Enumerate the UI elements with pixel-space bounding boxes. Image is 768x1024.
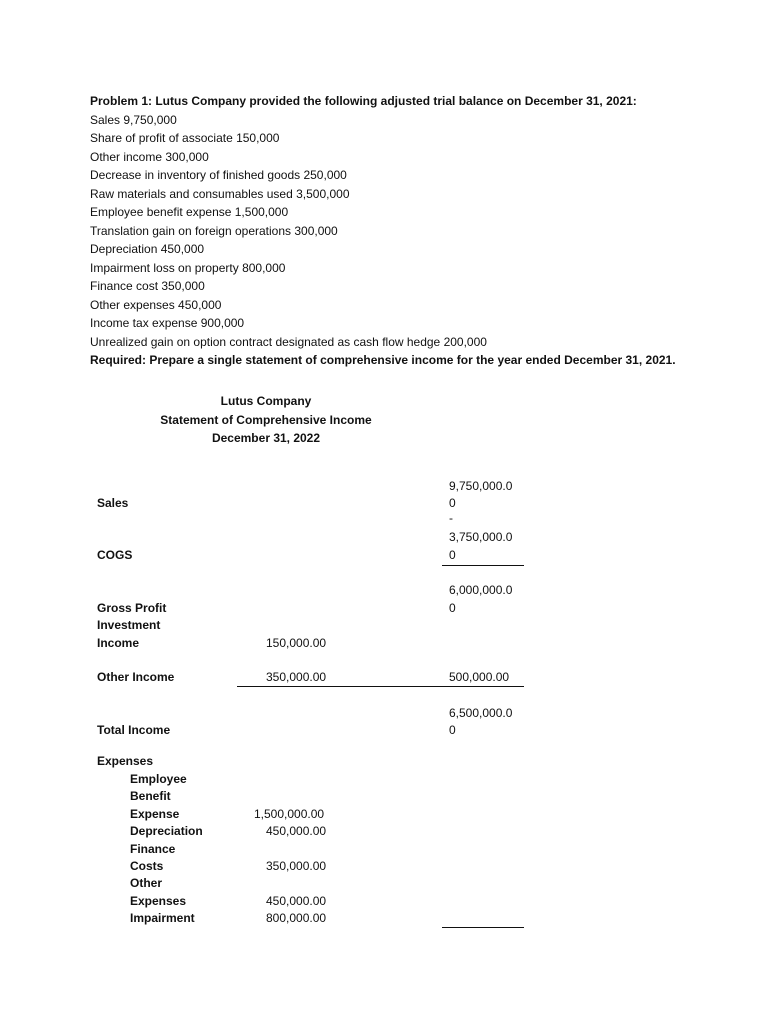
total-income-amount-line1: 6,500,000.0 xyxy=(449,706,513,720)
trial-balance-item: Other expenses 450,000 xyxy=(90,297,222,312)
gross-profit-label: Gross Profit xyxy=(97,601,167,615)
other-expenses-amount: 450,000.00 xyxy=(266,894,327,908)
trial-balance-item: Finance cost 350,000 xyxy=(90,279,205,293)
employee-benefit-label-line3: Expense xyxy=(130,807,180,821)
employee-benefit-amount: 1,500,000.00 xyxy=(254,807,325,821)
sales-amount-line2: 0 xyxy=(449,496,456,510)
impairment-amount: 800,000.00 xyxy=(266,911,327,925)
expenses-underline xyxy=(442,927,524,928)
finance-costs-label-line1: Finance xyxy=(130,842,176,856)
problem-required: Required: Prepare a single statement of comprehensive income for the year ended December 31, 2021. xyxy=(90,353,676,367)
cogs-dash: - xyxy=(449,511,453,525)
statement-title: Statement of Comprehensive Income xyxy=(160,412,372,427)
other-expenses-label-line1: Other xyxy=(130,876,163,890)
gross-profit-amount-line1: 6,000,000.0 xyxy=(449,583,513,597)
trial-balance-item: Depreciation 450,000 xyxy=(90,242,205,256)
trial-balance-item: Raw materials and consumables used 3,500,000 xyxy=(90,186,350,201)
sales-label: Sales xyxy=(97,496,129,510)
investment-income-label-line2: Income xyxy=(97,636,140,650)
other-income-underline xyxy=(237,686,524,687)
statement-heading xyxy=(150,392,382,448)
impairment-label: Impairment xyxy=(130,911,195,925)
trial-balance-item: Sales 9,750,000 xyxy=(90,112,177,127)
employee-benefit-label-line2: Benefit xyxy=(130,789,171,803)
total-income-label: Total Income xyxy=(97,723,171,737)
expenses-label: Expenses xyxy=(97,754,154,768)
total-income-amount-line2: 0 xyxy=(449,723,456,737)
trial-balance-item: Translation gain on foreign operations 300,000 xyxy=(90,223,338,238)
trial-balance-item: Share of profit of associate 150,000 xyxy=(90,131,280,145)
depreciation-label: Depreciation xyxy=(130,824,203,838)
problem-statement xyxy=(90,92,730,370)
cogs-underline xyxy=(442,565,524,566)
trial-balance-item: Income tax expense 900,000 xyxy=(90,316,245,330)
employee-benefit-label-line1: Employee xyxy=(130,772,187,786)
cogs-amount-line1: 3,750,000.0 xyxy=(449,530,513,544)
depreciation-amount: 450,000.00 xyxy=(266,824,327,838)
investment-income-label-line1: Investment xyxy=(97,618,161,632)
finance-costs-amount: 350,000.00 xyxy=(266,859,327,873)
trial-balance-item: Unrealized gain on option contract designated as cash flow hedge 200,000 xyxy=(90,334,487,349)
other-income-amount: 350,000.00 xyxy=(266,670,327,684)
trial-balance-item: Other income 300,000 xyxy=(90,149,209,164)
sales-amount-line1: 9,750,000.0 xyxy=(449,479,513,493)
investment-income-amount: 150,000.00 xyxy=(266,636,327,650)
trial-balance-item: Decrease in inventory of finished goods 250,000 xyxy=(90,168,347,182)
gross-profit-amount-line2: 0 xyxy=(449,601,456,615)
finance-costs-label-line2: Costs xyxy=(130,859,164,873)
trial-balance-item: Impairment loss on property 800,000 xyxy=(90,260,286,275)
trial-balance-item: Employee benefit expense 1,500,000 xyxy=(90,205,289,219)
company-name: Lutus Company xyxy=(220,394,312,408)
statement-date: December 31, 2022 xyxy=(211,431,321,445)
other-income-total: 500,000.00 xyxy=(449,670,510,684)
other-expenses-label-line2: Expenses xyxy=(130,894,187,908)
cogs-label: COGS xyxy=(97,548,133,562)
problem-title: Problem 1: Lutus Company provided the following adjusted trial balance on December 31, 2021: xyxy=(90,94,637,108)
cogs-amount-line2: 0 xyxy=(449,548,456,562)
other-income-label: Other Income xyxy=(97,670,175,684)
